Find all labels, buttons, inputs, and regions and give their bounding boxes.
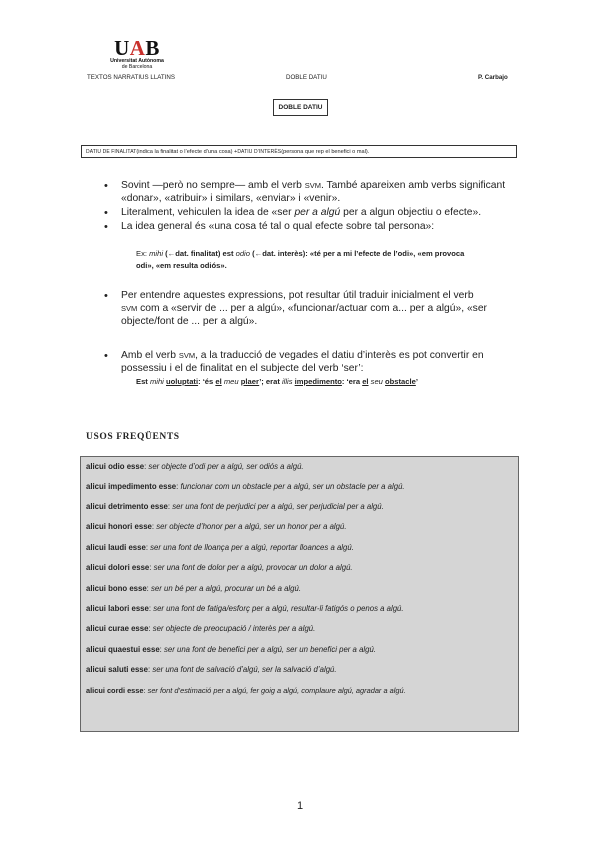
latin-expression: alicui odio esse xyxy=(86,462,145,471)
uab-logo xyxy=(107,38,167,70)
bullet-icon: • xyxy=(104,290,108,302)
verb-sum: SVM xyxy=(304,181,321,190)
latin-expression: alicui quaestui esse xyxy=(86,645,160,654)
bullet-icon: • xyxy=(104,207,108,219)
page-number: 1 xyxy=(296,800,304,812)
bullet-text: possessiu i el de finalitat en el subjecte del verb ‘ser’: xyxy=(121,363,364,374)
latin-word: mihi xyxy=(149,249,164,258)
example-text: : ‘era xyxy=(341,377,363,386)
table-row: alicui honori esse: ser objecte d’honor per a algú, ser un honor per a algú. xyxy=(86,522,347,531)
latin-expression: alicui laudi esse xyxy=(86,543,146,552)
bullet-text: Sovint —però no sempre— amb el verb xyxy=(121,180,305,191)
example-block xyxy=(136,248,516,272)
latin-expression: alicui dolori esse xyxy=(86,563,150,572)
definition-box xyxy=(81,145,517,158)
latin-expression: alicui labori esse xyxy=(86,604,149,613)
translation: ser una font de benefici per a algú, ser un benefici per a algú. xyxy=(164,645,376,654)
verb-sum: SVM xyxy=(178,351,196,360)
example-text: el xyxy=(215,377,222,386)
list-item xyxy=(121,289,519,328)
latin-expression: alicui impedimento esse xyxy=(86,482,177,491)
list-item xyxy=(121,206,519,219)
list-item xyxy=(121,349,519,375)
bullet-text: Per entendre aquestes expressions, pot resultar útil traduir inicialment el verb xyxy=(121,290,474,301)
header-topic: DOBLE DATIU xyxy=(286,74,327,81)
example-text: odi», «em resulta odiós». xyxy=(136,261,227,270)
header-author: P. Carbajo xyxy=(478,74,508,81)
translation: ser objecte d’odi per a algú, ser odiós a algú. xyxy=(148,462,304,471)
usos-table xyxy=(80,456,519,732)
list-item xyxy=(121,220,519,233)
latin-word: odio xyxy=(235,249,250,258)
latin-expression: alicui curae esse xyxy=(86,624,149,633)
section-title: USOS FREQÜENTS xyxy=(86,432,180,442)
latin-word: uoluptati xyxy=(166,377,199,386)
bullet-text: La idea general és «una cosa té tal o qual efecte sobre tal persona»: xyxy=(121,221,435,232)
logo-letter-a: A xyxy=(129,36,146,60)
example-text: (←dat. interès): «té per a mi l’efecte de l’odi», «em provoca xyxy=(249,249,465,258)
table-row: alicui impedimento esse: funcionar com un obstacle per a algú, ser un obstacle per a algú. xyxy=(86,482,405,491)
verb-sum: SVM xyxy=(121,304,138,313)
latin-expression: alicui bono esse xyxy=(86,584,147,593)
page-title: DOBLE DATIU xyxy=(273,99,328,116)
latin-expression: alicui saluti esse xyxy=(86,665,148,674)
table-row: alicui quaestui esse: ser una font de benefici per a algú, ser un benefici per a algú. xyxy=(86,645,376,654)
translation: ser un bé per a algú, procurar un bé a algú. xyxy=(151,584,301,593)
bullet-icon: • xyxy=(104,350,108,362)
bullet-text: «donar», «atribuir» i similars, «enviar» i «venir». xyxy=(121,193,341,204)
table-row: alicui curae esse: ser objecte de preocupació / interès per a algú. xyxy=(86,624,316,633)
latin-word: mihi xyxy=(149,377,164,386)
translation: ser una font de dolor per a algú, provocar un dolor a algú. xyxy=(153,563,353,572)
logo-letter-u: U xyxy=(114,36,130,60)
example-text: seu xyxy=(370,377,383,386)
definition-text-2: (persona que rep el benefici o mal). xyxy=(281,148,370,155)
term-dative-purpose: DATIU DE FINALITAT xyxy=(86,148,137,155)
table-row: alicui detrimento esse: ser una font de perjudici per a algú, ser perjudicial per a algú. xyxy=(86,502,384,511)
example-text: : ‘és xyxy=(198,377,216,386)
translation: funcionar com un obstacle per a algú, ser un obstacle per a algú. xyxy=(180,482,405,491)
bullet-text: com a «servir de ... per a algú», «funcionar/actuar com a... per a algú», «ser xyxy=(137,303,487,314)
example-text: ’ xyxy=(415,377,418,386)
latin-expression: alicui honori esse xyxy=(86,522,152,531)
definition-text-1: (indica la finalitat o l’efecte d’una cosa) + xyxy=(136,148,238,155)
header-course: TEXTOS NARRATIUS LLATINS xyxy=(87,74,176,81)
example-text: Est xyxy=(136,377,150,386)
bullet-text: objecte/font de ... per a algú». xyxy=(121,316,258,327)
example-block xyxy=(136,376,516,388)
logo-mark xyxy=(107,38,167,58)
example-text: el xyxy=(362,377,369,386)
list-item xyxy=(121,179,519,205)
translation: ser una font de perjudici per a algú, ser perjudicial per a algú. xyxy=(172,502,384,511)
table-row: alicui labori esse: ser una font de fatiga/esforç per a algú, resultar-li fatigós o penos a algú. xyxy=(86,604,404,613)
bullet-text: per a algun objectiu o efecte». xyxy=(340,207,482,218)
logo-line-2: de Barcelona xyxy=(121,64,153,70)
bullet-text: , a la traducció de vegades el datiu d’interès es pot convertir en xyxy=(195,350,484,361)
table-row: alicui laudi esse: ser una font de lloança per a algú, reportar lloances a algú. xyxy=(86,543,354,552)
example-text: meu xyxy=(223,377,239,386)
example-text: obstacle xyxy=(385,377,416,386)
logo-line-1: Universitat Autònoma xyxy=(110,58,164,64)
example-text: plaer xyxy=(240,377,260,386)
translation: ser objecte d’honor per a algú, ser un honor per a algú. xyxy=(156,522,347,531)
bullet-text: Amb el verb xyxy=(121,350,179,361)
latin-word: impedimento xyxy=(294,377,342,386)
translation: ser una font de lloança per a algú, reportar lloances a algú. xyxy=(150,543,354,552)
latin-word: illis xyxy=(281,377,293,386)
table-row: alicui dolori esse: ser una font de dolor per a algú, provocar un dolor a algú. xyxy=(86,563,353,572)
translation: ser una font de fatiga/esforç per a algú, resultar-li fatigós o penos a algú. xyxy=(153,604,404,613)
logo-letter-b: B xyxy=(145,36,160,60)
example-label: Ex: xyxy=(136,249,150,258)
table-row: alicui saluti esse: ser una font de salvació d’algú, ser la salvació d’algú. xyxy=(86,665,337,674)
table-row: alicui cordi esse: ser font d’estimació per a algú, fer goig a algú, complaure algú, agradar a algú. xyxy=(86,686,406,695)
latin-expression: alicui detrimento esse xyxy=(86,502,168,511)
table-row: alicui odio esse: ser objecte d’odi per a algú, ser odiós a algú. xyxy=(86,462,304,471)
example-text: (←dat. finalitat) est xyxy=(163,249,236,258)
bullet-icon: • xyxy=(104,180,108,192)
translation: ser una font de salvació d’algú, ser la salvació d’algú. xyxy=(152,665,337,674)
latin-expression: alicui cordi esse xyxy=(86,686,144,695)
bullet-icon: • xyxy=(104,221,108,233)
example-text: ’; erat xyxy=(259,377,282,386)
bullet-text-italic: per a algú xyxy=(294,207,341,218)
bullet-text: Literalment, vehiculen la idea de «ser xyxy=(121,207,295,218)
table-row: alicui bono esse: ser un bé per a algú, procurar un bé a algú. xyxy=(86,584,301,593)
translation: ser font d’estimació per a algú, fer goig a algú, complaure algú, agradar a algú. xyxy=(147,686,406,695)
bullet-text: . També apareixen amb verbs significant xyxy=(320,180,506,191)
translation: ser objecte de preocupació / interès per a algú. xyxy=(152,624,316,633)
term-dative-interest: DATIU D’INTERÈS xyxy=(237,148,282,155)
